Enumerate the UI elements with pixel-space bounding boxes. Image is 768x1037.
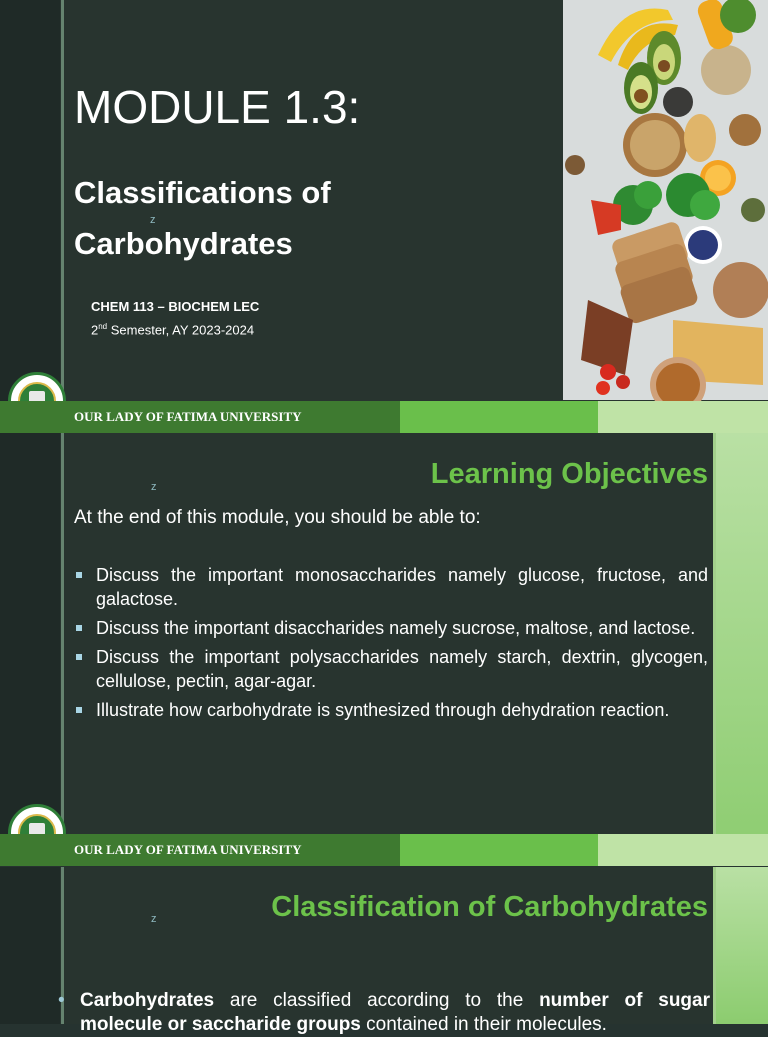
footer-bar — [0, 401, 768, 433]
z-mark: z — [151, 913, 157, 925]
module-label: MODULE 1.3: — [74, 81, 361, 133]
objectives-intro: At the end of this module, you should be able to: — [74, 507, 481, 528]
semester: 2nd Semester, AY 2023-2024 — [91, 322, 255, 338]
left-bar — [0, 0, 60, 432]
right-strip — [716, 867, 768, 1024]
list-item: Discuss the important polysaccharides namely starch, dextrin, glycogen, cellulose, pectin, agar-agar. — [74, 645, 708, 693]
right-strip — [716, 433, 768, 866]
left-accent-line — [61, 0, 64, 432]
course-code: CHEM 113 – BIOCHEM LEC — [91, 299, 260, 314]
university-name: OUR LADY OF FATIMA UNIVERSITY — [74, 842, 302, 857]
right-accent-line — [713, 433, 716, 866]
list-item: Discuss the important monosaccharides namely glucose, fructose, and galactose. — [74, 563, 708, 611]
list-item: Illustrate how carbohydrate is synthesized through dehydration reaction. — [74, 698, 708, 722]
classification-slide — [0, 867, 768, 1035]
objectives-heading: Learning Objectives — [430, 458, 708, 490]
university-name: OUR LADY OF FATIMA UNIVERSITY — [74, 409, 302, 424]
right-accent-line — [713, 867, 716, 1024]
footer-bar — [0, 834, 768, 866]
objectives-slide — [0, 433, 768, 866]
left-accent-line — [61, 433, 64, 866]
objectives-list — [74, 563, 708, 727]
z-mark: z — [151, 481, 157, 493]
list-item: Discuss the important disaccharides namely sucrose, maltose, and lactose. — [74, 616, 708, 640]
left-bar — [0, 433, 60, 866]
z-mark: z — [150, 214, 156, 226]
title-line-1: Classifications of — [74, 175, 331, 210]
food-photo — [563, 0, 768, 400]
classification-bullet: • Carbohydrates are classified according to the number of sugar molecule or saccharide groups contained in their molecules. — [58, 990, 710, 1035]
left-bar — [0, 867, 60, 1024]
classification-heading: Classification of Carbohydrates — [271, 891, 708, 923]
title-line-2: Carbohydrates — [74, 226, 293, 261]
title-slide — [0, 0, 768, 432]
